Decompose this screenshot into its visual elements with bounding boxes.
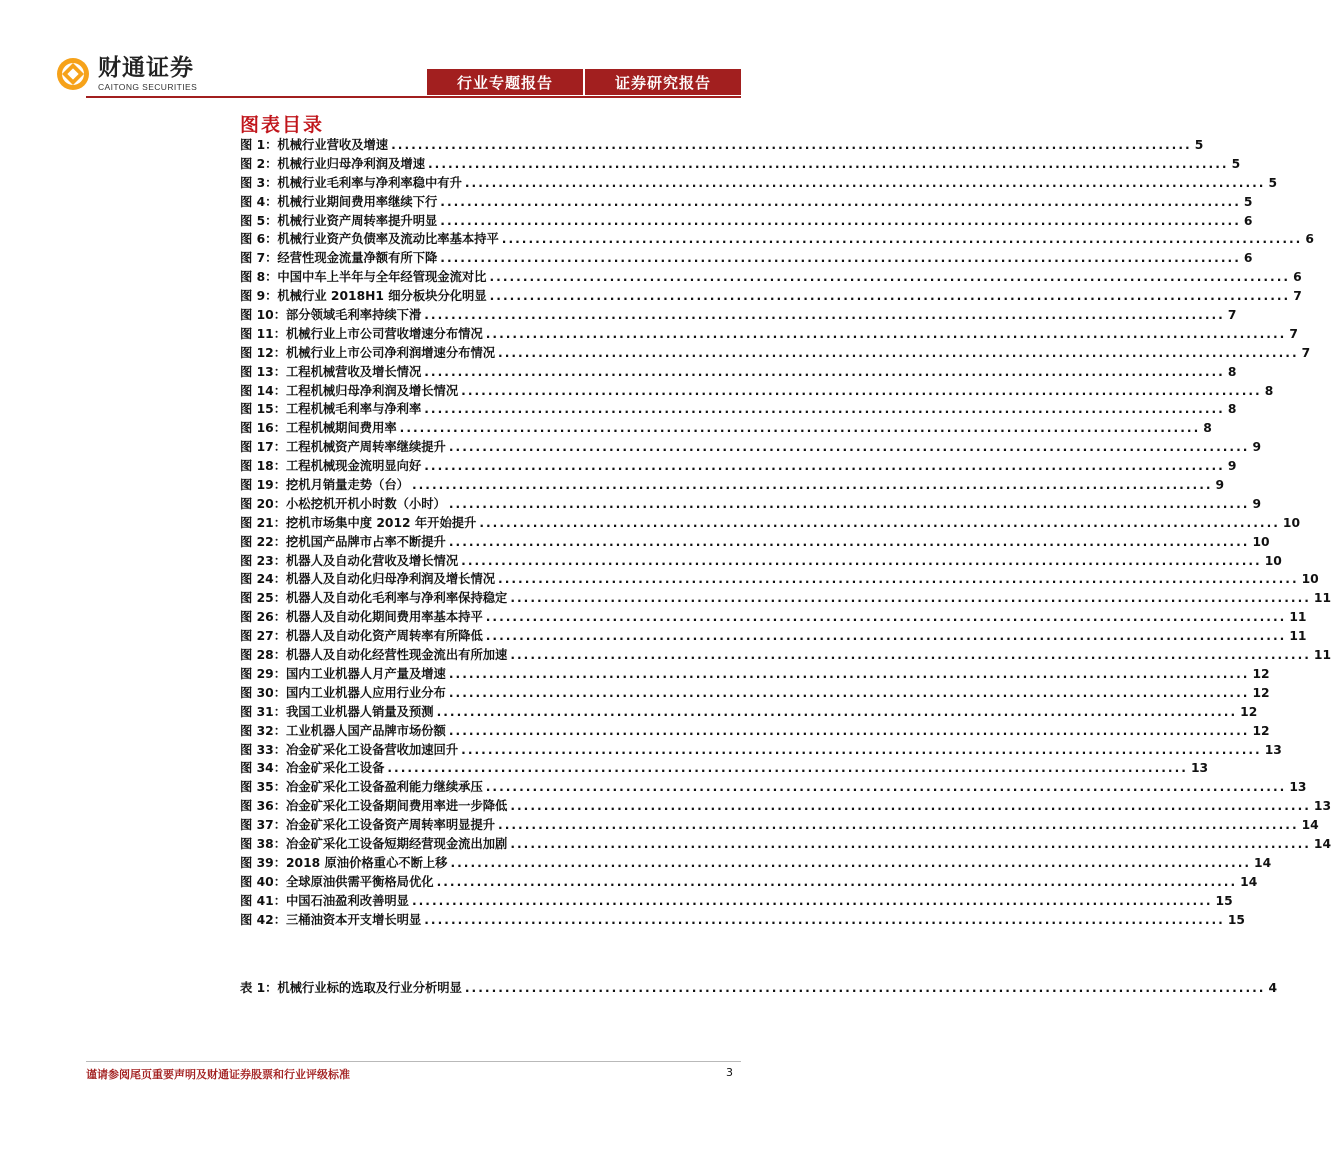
toc-leader-dots: ........................................................................................................................ [489, 270, 1291, 285]
toc-entry[interactable] [240, 910, 1245, 929]
toc-entry[interactable] [240, 758, 1209, 777]
toc-entry-page: 8 [1203, 421, 1212, 436]
toc-leader-dots: ........................................................................................................................ [428, 156, 1229, 171]
toc-entry[interactable] [240, 891, 1233, 910]
toc-leader-dots: ........................................................................................................................ [411, 478, 1213, 493]
toc-leader-dots: ........................................................................................................................ [448, 723, 1250, 738]
toc-entry-page: 13 [1264, 742, 1282, 757]
toc-entry[interactable] [240, 324, 1298, 343]
toc-entry-label: 图 3：机械行业毛利率与净利率稳中有升 [240, 175, 462, 190]
toc-entry-page: 8 [1227, 402, 1237, 417]
toc-entry-label: 图 1：机械行业营收及增速 [240, 138, 389, 152]
toc-entry-page: 12 [1240, 704, 1258, 719]
toc-entry[interactable] [240, 740, 1282, 759]
toc-leader-dots: ........................................................................................................................ [448, 666, 1250, 681]
toc-entry-label: 图 12：机械行业上市公司净利润增速分布情况 [240, 345, 496, 360]
toc-leader-dots: ........................................................................................................................ [424, 459, 1225, 474]
toc-entry-page: 12 [1252, 723, 1270, 738]
toc-entry-label: 图 40：全球原油供需平衡格局优化 [240, 874, 434, 889]
toc-entry[interactable] [240, 872, 1258, 891]
figure-list [240, 135, 1331, 928]
toc-entry-page: 15 [1215, 893, 1233, 908]
toc-entry-page: 12 [1252, 685, 1270, 700]
toc-entry-page: 9 [1215, 478, 1225, 493]
footer-disclaimer: 谨请参阅尾页重要声明及财通证券股票和行业评级标准 [86, 1068, 350, 1081]
toc-leader-dots: ........................................................................................................................ [498, 345, 1299, 360]
toc-entry-page: 9 [1252, 496, 1261, 511]
toc-leader-dots: ........................................................................................................................ [436, 704, 1238, 719]
toc-leader-dots: ........................................................................................................................ [440, 194, 1241, 209]
toc-entry[interactable] [240, 456, 1237, 475]
toc-leader-dots: ........................................................................................................................ [411, 893, 1213, 908]
toc-leader-dots: ........................................................................................................................ [436, 874, 1238, 889]
toc-entry[interactable] [240, 645, 1331, 664]
toc-leader-dots: ........................................................................................................................ [510, 591, 1311, 606]
header-rule [86, 96, 741, 98]
toc-entry-label: 图 19：挖机月销量走势（台） [240, 478, 409, 493]
toc-entry-label: 图 25：机器人及自动化毛利率与净利率保持稳定 [240, 591, 508, 606]
report-type-label: 证券研究报告 [614, 73, 711, 92]
toc-leader-dots: ........................................................................................................................ [464, 981, 1266, 995]
toc-entry-page: 11 [1313, 591, 1331, 606]
toc-entry-label: 图 28：机器人及自动化经营性现金流出有所加速 [240, 648, 508, 663]
toc-entry[interactable] [240, 607, 1307, 626]
toc-entry-page: 9 [1252, 440, 1261, 455]
toc-entry-page: 8 [1264, 383, 1274, 398]
toc-entry-page: 10 [1252, 534, 1270, 549]
toc-entry-label: 图 17：工程机械资产周转率继续提升 [240, 440, 446, 455]
toc-entry[interactable] [240, 475, 1225, 494]
toc-entry[interactable] [240, 702, 1258, 721]
toc-entry-label: 图 26：机器人及自动化期间费用率基本持平 [240, 610, 483, 625]
toc-entry[interactable] [240, 211, 1253, 230]
toc-entry[interactable] [240, 418, 1212, 437]
toc-entry-label: 图 22：挖机国产品牌市占率不断提升 [240, 534, 446, 549]
toc-leader-dots: ........................................................................................................................ [510, 648, 1311, 663]
toc-entry-label: 图 20：小松挖机开机小时数（小时） [240, 496, 446, 511]
toc-leader-dots: ........................................................................................................................ [461, 383, 1262, 398]
toc-leader-dots: ........................................................................................................................ [387, 761, 1188, 776]
toc-entry-page: 13 [1289, 780, 1307, 795]
toc-entry-page: 10 [1282, 515, 1301, 530]
company-logo [56, 56, 197, 92]
toc-entry[interactable] [240, 229, 1314, 248]
toc-entry-page: 13 [1190, 761, 1209, 776]
toc-entry-page: 5 [1194, 138, 1204, 152]
toc-entry-label: 图 8：中国中车上半年与全年经管现金流对比 [240, 270, 487, 285]
report-category-label: 行业专题报告 [456, 73, 553, 92]
toc-entry-page: 11 [1289, 610, 1307, 625]
logo-english-name: CAITONG SECURITIES [98, 82, 198, 93]
toc-entry[interactable] [240, 777, 1307, 796]
toc-entry-label: 图 39：2018 原油价格重心不断上移 [240, 855, 448, 870]
toc-leader-dots: ........................................................................................................................ [450, 855, 1252, 870]
toc-leader-dots: ........................................................................................................................ [448, 440, 1250, 455]
toc-leader-dots: ........................................................................................................................ [501, 232, 1303, 247]
toc-entry-page: 6 [1243, 213, 1253, 228]
toc-entry-page: 14 [1240, 874, 1258, 889]
toc-leader-dots: ........................................................................................................................ [479, 515, 1280, 530]
toc-leader-dots: ........................................................................................................................ [461, 553, 1262, 568]
toc-entry-label: 图 41：中国石油盈利改善明显 [240, 893, 409, 908]
toc-entry[interactable] [240, 588, 1331, 607]
toc-title: 图表目录 [240, 114, 325, 136]
toc-entry[interactable] [240, 286, 1302, 305]
toc-entry-label: 图 29：国内工业机器人月产量及增速 [240, 666, 446, 681]
toc-entry[interactable] [240, 551, 1282, 570]
toc-entry[interactable] [240, 192, 1253, 211]
toc-entry-page: 14 [1254, 855, 1272, 870]
toc-leader-dots: ........................................................................................................................ [510, 799, 1311, 814]
toc-leader-dots: ........................................................................................................................ [489, 289, 1291, 304]
toc-entry-label: 图 23：机器人及自动化营收及增长情况 [240, 553, 459, 568]
toc-leader-dots: ........................................................................................................................ [424, 308, 1225, 323]
toc-entry-page: 5 [1231, 156, 1241, 171]
toc-entry[interactable] [240, 267, 1302, 286]
toc-entry[interactable] [240, 978, 1278, 997]
toc-entry-page: 9 [1227, 459, 1237, 474]
toc-entry-label: 图 38：冶金矿采化工设备短期经营现金流出加剧 [240, 836, 508, 851]
toc-entry-page: 8 [1227, 364, 1237, 379]
toc-entry-page: 13 [1313, 799, 1331, 814]
report-type-bar [427, 69, 741, 95]
toc-entry[interactable] [240, 796, 1331, 815]
toc-entry-label: 图 14：工程机械归母净利润及增长情况 [240, 383, 459, 398]
toc-leader-dots: ........................................................................................................................ [461, 742, 1262, 757]
toc-entry-label: 图 2：机械行业归母净利润及增速 [240, 156, 425, 171]
toc-entry-page: 6 [1293, 270, 1302, 285]
toc-entry-page: 10 [1301, 572, 1319, 587]
toc-entry-label: 图 9：机械行业 2018H1 细分板块分化明显 [240, 289, 487, 304]
footer-rule [86, 1061, 741, 1062]
toc-entry[interactable] [240, 135, 1204, 154]
toc-entry-page: 11 [1313, 648, 1331, 663]
page-number: 3 [726, 1066, 733, 1079]
logo-chinese-name: 财通证券 [98, 54, 194, 82]
caitong-logo-icon [56, 57, 90, 91]
toc-entry-label: 图 42：三桶油资本开支增长明显 [240, 912, 422, 927]
toc-entry[interactable] [240, 853, 1272, 872]
toc-entry-label: 图 37：冶金矿采化工设备资产周转率明显提升 [240, 818, 496, 833]
toc-entry-label: 图 32：工业机器人国产品牌市场份额 [240, 723, 446, 738]
toc-entry-label: 图 10：部分领域毛利率持续下滑 [240, 308, 422, 323]
toc-entry-label: 图 21：挖机市场集中度 2012 年开始提升 [240, 515, 477, 530]
toc-entry[interactable] [240, 248, 1253, 267]
toc-entry[interactable] [240, 494, 1261, 513]
toc-entry-page: 14 [1313, 836, 1331, 851]
toc-entry-page: 4 [1268, 981, 1278, 995]
toc-entry-page: 5 [1243, 194, 1253, 209]
toc-entry-label: 图 35：冶金矿采化工设备盈利能力继续承压 [240, 780, 483, 795]
toc-entry-label: 图 13：工程机械营收及增长情况 [240, 364, 422, 379]
toc-leader-dots: ........................................................................................................................ [424, 364, 1225, 379]
toc-entry-label: 图 27：机器人及自动化资产周转率有所降低 [240, 629, 483, 644]
toc-leader-dots: ........................................................................................................................ [448, 496, 1250, 511]
toc-entry-label: 图 5：机械行业资产周转率提升明显 [240, 213, 438, 228]
toc-leader-dots: ........................................................................................................................ [485, 326, 1287, 341]
toc-entry-page: 10 [1264, 553, 1282, 568]
toc-leader-dots: ........................................................................................................................ [485, 780, 1287, 795]
toc-entry-label: 表 1：机械行业标的选取及行业分析明显 [240, 981, 462, 995]
toc-leader-dots: ........................................................................................................................ [448, 685, 1250, 700]
toc-entry[interactable] [240, 815, 1319, 834]
toc-entry[interactable] [240, 343, 1311, 362]
toc-entry-page: 15 [1227, 912, 1245, 927]
toc-entry-page: 5 [1268, 175, 1278, 190]
toc-entry-label: 图 24：机器人及自动化归母净利润及增长情况 [240, 572, 496, 587]
toc-entry-label: 图 15：工程机械毛利率与净利率 [240, 402, 422, 417]
toc-entry[interactable] [240, 173, 1278, 192]
toc-entry-page: 7 [1293, 289, 1302, 304]
toc-entry[interactable] [240, 683, 1270, 702]
toc-entry-label: 图 34：冶金矿采化工设备 [240, 761, 385, 776]
toc-entry-label: 图 11：机械行业上市公司营收增速分布情况 [240, 326, 483, 341]
table-list [240, 978, 1278, 997]
toc-leader-dots: ........................................................................................................................ [424, 402, 1225, 417]
toc-entry-page: 7 [1289, 326, 1298, 341]
toc-entry[interactable] [240, 721, 1270, 740]
toc-leader-dots: ........................................................................................................................ [485, 610, 1287, 625]
toc-leader-dots: ........................................................................................................................ [510, 836, 1311, 851]
toc-entry-label: 图 16：工程机械期间费用率 [240, 421, 397, 436]
toc-entry[interactable] [240, 532, 1270, 551]
toc-leader-dots: ........................................................................................................................ [448, 534, 1250, 549]
toc-entry[interactable] [240, 626, 1307, 645]
toc-entry-page: 12 [1252, 666, 1270, 681]
toc-entry-page: 14 [1301, 818, 1319, 833]
toc-entry[interactable] [240, 664, 1270, 683]
toc-leader-dots: ........................................................................................................................ [485, 629, 1287, 644]
toc-entry-label: 图 18：工程机械现金流明显向好 [240, 459, 422, 474]
toc-leader-dots: ........................................................................................................................ [399, 421, 1201, 436]
toc-leader-dots: ........................................................................................................................ [498, 572, 1299, 587]
toc-entry-label: 图 7：经营性现金流量净额有所下降 [240, 251, 438, 266]
toc-entry-label: 图 30：国内工业机器人应用行业分布 [240, 685, 446, 700]
toc-entry-page: 6 [1243, 251, 1253, 266]
toc-entry-label: 图 4：机械行业期间费用率继续下行 [240, 194, 438, 209]
toc-entry-page: 7 [1227, 308, 1237, 323]
toc-leader-dots: ........................................................................................................................ [498, 818, 1299, 833]
toc-leader-dots: ........................................................................................................................ [391, 138, 1192, 152]
toc-entry-label: 图 31：我国工业机器人销量及预测 [240, 704, 434, 719]
toc-entry[interactable] [240, 362, 1237, 381]
toc-entry-label: 图 33：冶金矿采化工设备营收加速回升 [240, 742, 459, 757]
toc-entry-page: 6 [1305, 232, 1314, 247]
toc-entry-page: 7 [1301, 345, 1311, 360]
toc-leader-dots: ........................................................................................................................ [440, 251, 1241, 266]
toc-entry[interactable] [240, 437, 1261, 456]
toc-leader-dots: ........................................................................................................................ [464, 175, 1266, 190]
toc-entry[interactable] [240, 513, 1301, 532]
toc-entry[interactable] [240, 381, 1274, 400]
toc-entry[interactable] [240, 834, 1331, 853]
toc-entry[interactable] [240, 154, 1241, 173]
toc-entry-page: 11 [1289, 629, 1307, 644]
toc-leader-dots: ........................................................................................................................ [440, 213, 1241, 228]
toc-entry-label: 图 6：机械行业资产负债率及流动比率基本持平 [240, 232, 499, 247]
toc-entry[interactable] [240, 399, 1237, 418]
toc-entry[interactable] [240, 569, 1319, 588]
toc-entry[interactable] [240, 305, 1237, 324]
toc-entry-label: 图 36：冶金矿采化工设备期间费用率进一步降低 [240, 799, 508, 814]
toc-leader-dots: ........................................................................................................................ [424, 912, 1225, 927]
